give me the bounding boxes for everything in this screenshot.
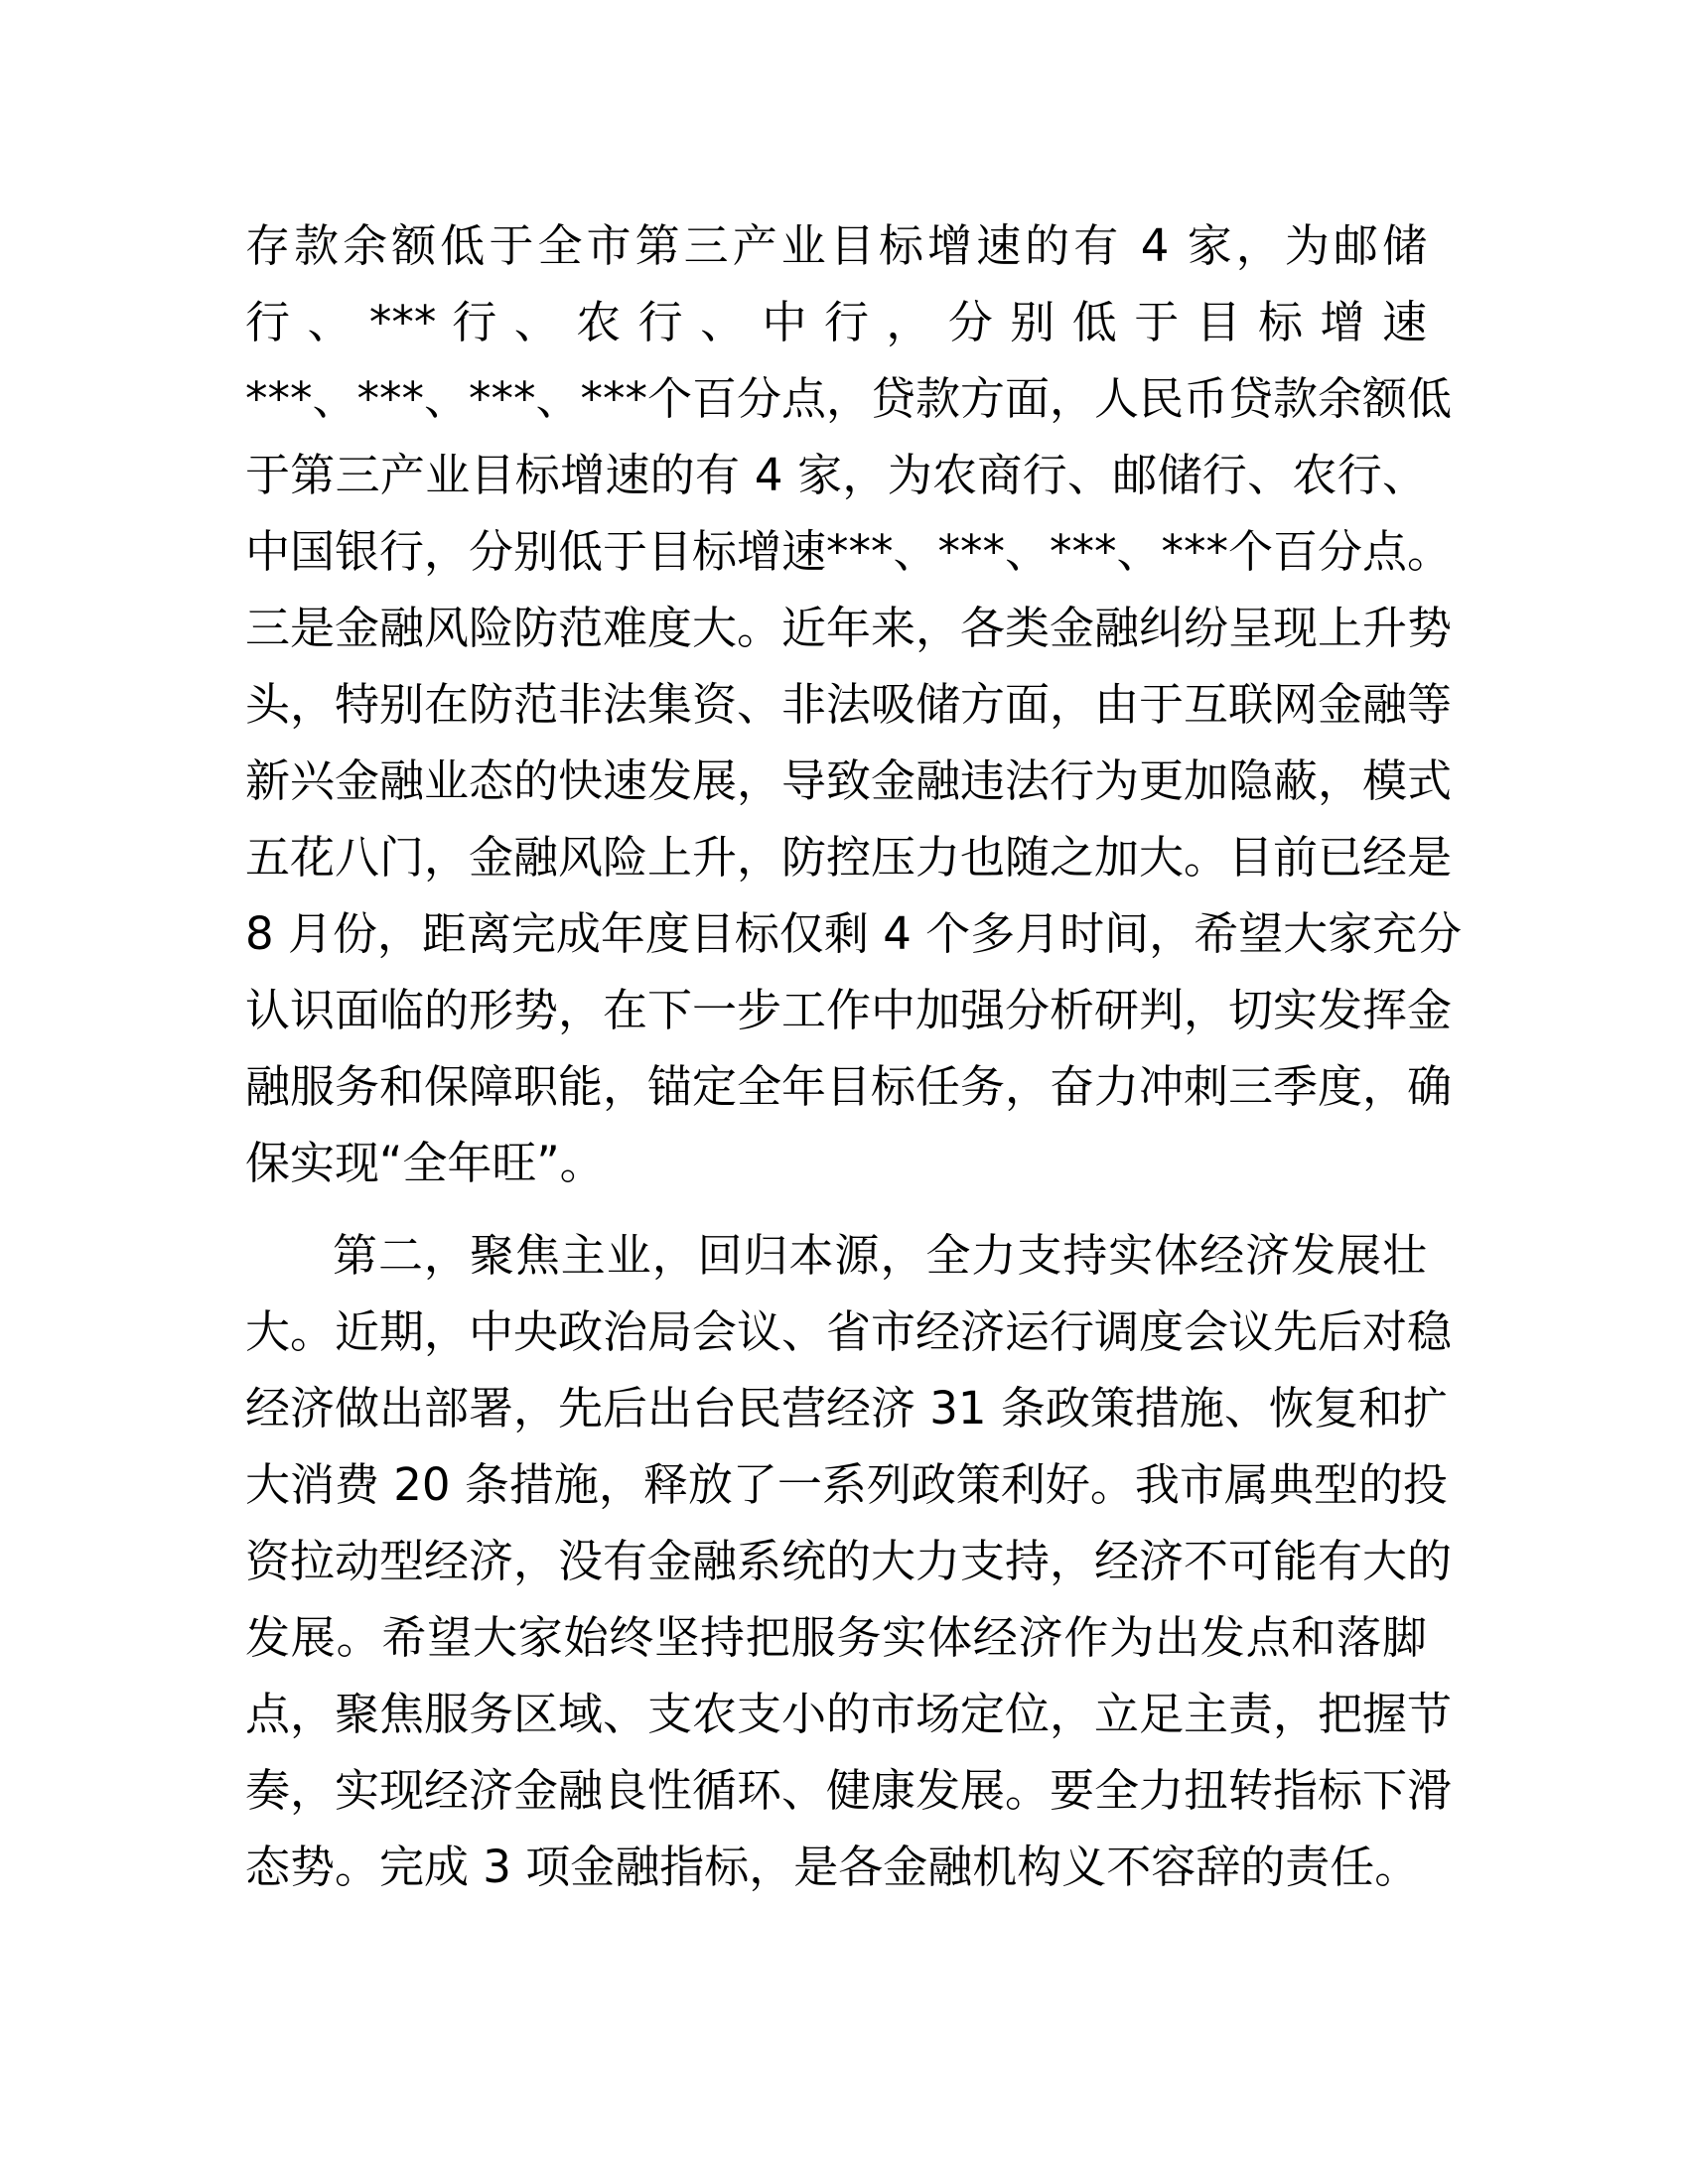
text-line: 发展。希望大家始终坚持把服务实体经济作为出发点和落脚 [245, 1611, 1427, 1664]
text-line: 新兴金融业态的快速发展，导致金融违法行为更加隐蔽，模式 [245, 754, 1453, 807]
text-line: 第二，聚焦主业，回归本源，全力支持实体经济发展壮 [333, 1229, 1427, 1282]
text-line: 五花八门，金融风险上升，防控压力也随之加大。目前已经是 [245, 831, 1453, 884]
text-line: 中国银行，分别低于目标增速***、***、***、***个百分点。 [245, 525, 1453, 578]
text-line: 大消费 20 条措施，释放了一系列政策利好。我市属典型的投 [245, 1458, 1448, 1511]
text-line: 资拉动型经济，没有金融系统的大力支持，经济不可能有大的 [245, 1535, 1453, 1587]
text-line: 保实现“全年旺”。 [245, 1137, 605, 1189]
text-line: 认识面临的形势，在下一步工作中加强分析研判，切实发挥金 [245, 984, 1453, 1036]
text-line: 奏，实现经济金融良性循环、健康发展。要全力扭转指标下滑 [245, 1764, 1453, 1817]
text-line: 三是金融风险防范难度大。近年来，各类金融纠纷呈现上升势 [245, 602, 1453, 654]
text-line: 融服务和保障职能，锚定全年目标任务，奋力冲刺三季度，确 [245, 1060, 1453, 1113]
text-line: 经济做出部署，先后出台民营经济 31 条政策措施、恢复和扩 [245, 1382, 1448, 1434]
text-line: 点，聚焦服务区域、支农支小的市场定位，立足主责，把握节 [245, 1688, 1453, 1740]
text-line: 存款余额低于全市第三产业目标增速的有 4 家，为邮储 [245, 219, 1427, 272]
text-line: 头，特别在防范非法集资、非法吸储方面，由于互联网金融等 [245, 678, 1453, 731]
text-line: 8 月份，距离完成年度目标仅剩 4 个多月时间，希望大家充分 [245, 907, 1463, 960]
text-line: 大。近期，中央政治局会议、省市经济运行调度会议先后对稳 [245, 1305, 1453, 1358]
text-line: 行 、 *** 行 、 农 行 、 中 行 ， 分 别 低 于 目 标 增 速 [245, 296, 1427, 348]
text-line: ***、***、***、***个百分点，贷款方面，人民币贷款余额低 [245, 372, 1453, 425]
text-line: 态势。完成 3 项金融指标，是各金融机构义不容辞的责任。 [245, 1841, 1420, 1893]
text-line: 于第三产业目标增速的有 4 家，为农商行、邮储行、农行、 [245, 449, 1427, 501]
